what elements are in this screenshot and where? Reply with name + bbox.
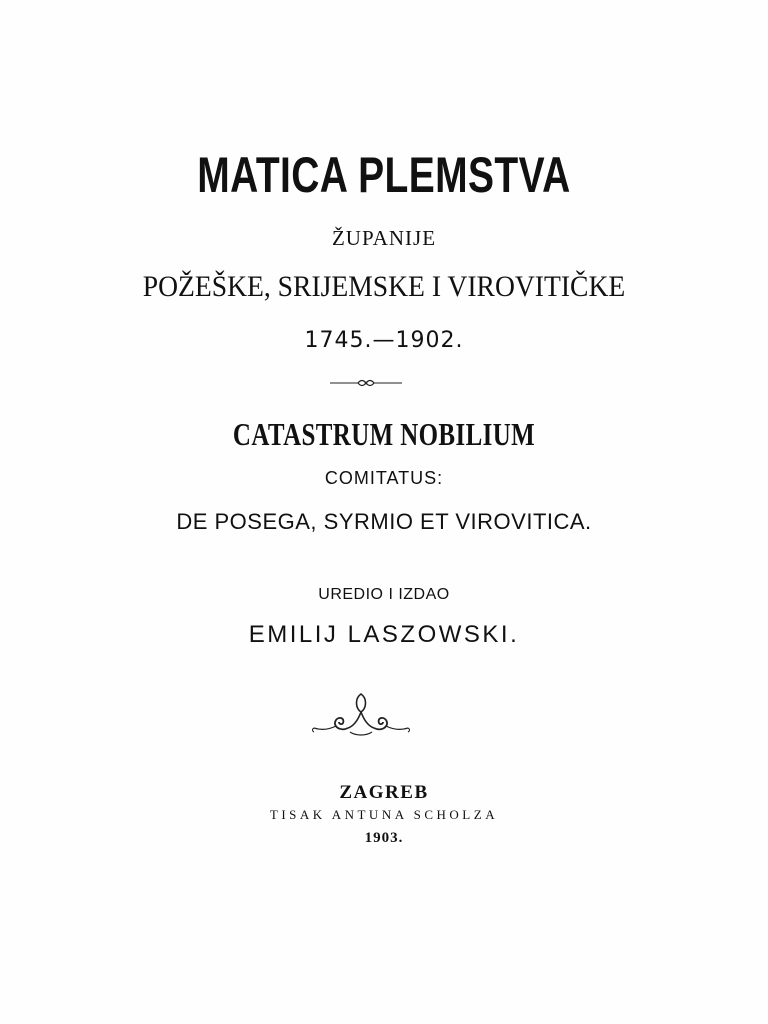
publication-year: 1903. bbox=[364, 830, 404, 846]
counties-line: POŽEŠKE, SRIJEMSKE I VIROVITIČKE bbox=[142, 270, 626, 303]
printer-line: TISAK ANTUNA SCHOLZA bbox=[269, 807, 499, 822]
editor-note: UREDIO I IZDAO bbox=[318, 586, 450, 603]
year-range: 1745.—1902. bbox=[304, 328, 464, 353]
author-name: EMILIJ LASZOWSKI. bbox=[248, 621, 520, 648]
latin-counties: DE POSEGA, SYRMIO ET VIROVITICA. bbox=[176, 509, 592, 534]
publication-city: ZAGREB bbox=[339, 782, 429, 803]
small-fleuron-divider-icon bbox=[330, 376, 402, 390]
subtitle-zupanije: ŽUPANIJE bbox=[331, 226, 437, 250]
latin-title: CATASTRUM NOBILIUM bbox=[232, 416, 536, 452]
book-title: MATICA PLEMSTVA bbox=[197, 147, 571, 203]
latin-comitatus: COMITATUS: bbox=[324, 468, 444, 488]
scroll-vignette-icon bbox=[310, 690, 412, 738]
